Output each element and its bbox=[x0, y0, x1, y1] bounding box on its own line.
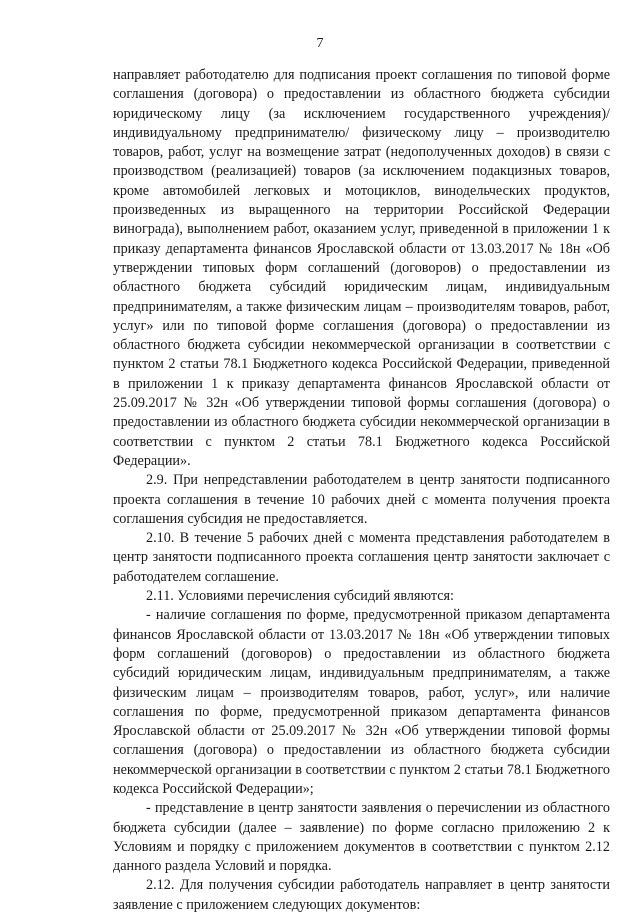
page-number: 7 bbox=[316, 36, 324, 51]
paragraph-2-11: 2.11. Условиями перечисления субсидий являются: bbox=[146, 588, 454, 605]
paragraph-continuation: направляет работодателю для подписания проект соглашения по типовой форме соглашения (договора) о предоставлении из областного бюджета субсидии юридическому лицу (за исключением государственного учреждения)/ индивидуальному предпринимателю/ физическому лицу – производителю товаров, работ, услуг на возмещение затрат (недополученных доходов) в связи с производством (реализацией) товаров (за исключением подакцизных товаров, кроме автомобилей легковых и мотоциклов, винодельческих продуктов, произведенных из выращенного на территории Российской Федерации винограда), выполнением работ, оказанием услуг, приведенной в приложении 1 к приказу департамента финансов Ярославской области от 13.03.2017 № 18н «Об утверждении типовых форм соглашений (договоров) о предоставлении из областного бюджета субсидий юридическим лицам, индивидуальным предпринимателям, а также физическим лицам – производителям товаров, работ, услуг» или по типовой форме соглашения (договора) о предоставлении из областного бюджета субсидии некоммерческой организации в соответствии с пунктом 2 статьи 78.1 Бюджетного кодекса Российской Федерации, приведенной в приложении 1 к приказу департамента финансов Ярославской области от 25.09.2017 № 32н «Об утверждении типовой формы соглашения (договора) о предоставлении из областного бюджета субсидии некоммерческой организации в соответствии с пунктом 2 статьи 78.1 Бюджетного кодекса Российской Федерации». bbox=[113, 67, 610, 469]
paragraph-2-12: 2.12. Для получения субсидии работодатель направляет в центр занятости заявление с приложением следующих документов: bbox=[113, 877, 610, 913]
list-item-agreement: - наличие соглашения по форме, предусмотренной приказом департамента финансов Ярославской области от 13.03.2017 № 18н «Об утверждении типовых форм соглашений (договоров) о предоставлении из областного бюджета субсидий юридическим лицам, индивидуальным предпринимателям, а также физическим лицам – производителям товаров, работ, услуг», или наличие соглашения по форме, предусмотренной приказом департамента финансов Ярославской области от 25.09.2017 № 32н «Об утверждении типовой формы соглашения (договора) о предоставлении из областного бюджета субсидии некоммерческой организации в соответствии с пунктом 2 статьи 78.1 Бюджетного кодекса Российской Федерации»; bbox=[113, 607, 610, 797]
document-body bbox=[113, 66, 610, 915]
paragraph-2-10: 2.10. В течение 5 рабочих дней с момента представления работодателем в центр занятости подписанного проекта соглашения центр занятости заключает с работодателем соглашение. bbox=[113, 530, 610, 585]
list-item-application: - представление в центр занятости заявления о перечислении из областного бюджета субсидии (далее – заявление) по форме согласно приложению 2 к Условиям и порядку с приложением документов в соответствии с пунктом 2.12 данного раздела Условий и порядка. bbox=[113, 800, 610, 875]
paragraph-2-9: 2.9. При непредставлении работодателем в центр занятости подписанного проекта соглашения в течение 10 рабочих дней с момента получения проекта соглашения субсидия не предоставляется. bbox=[113, 472, 610, 527]
